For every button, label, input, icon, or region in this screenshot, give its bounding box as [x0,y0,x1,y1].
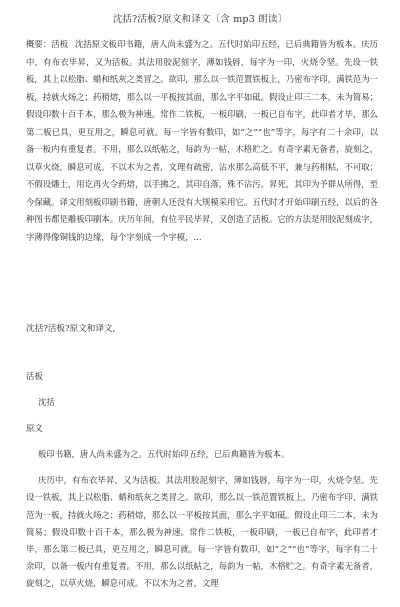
document-title: 沈括?活板?原文和译文〔含 mp3 朗读〕 [112,14,288,25]
summary-text: 沈括原文板印书籍，唐人尚未盛为之。五代时始印五经，已后典籍皆为板本。庆历中，有布衣毕昇，又为活板。其法用胶泥刻字，薄如钱唇，每字为一印，火烧令坚。先设一铁板，其上以松脂、蜡和纸灰之类冒之。欲印，那么以一铁范置铁板上，乃密布字印，满铁范为一板，持就火炀之；药稍熔，那么以一平板按其面，那么字平如砥。假设止印三二本，未为简易；假设印数十百千本，那么极为神速。常作二铁板，一板印刷，一板已自布字，此印者才毕，那么第二板已具，更互用之，瞬息可就。每一字皆有数印，如“之”“也”等字，每字有二十余印，以备一板内有重复者。不用，那么以纸帖之，每韵为一帖，木格贮之。有奇字素无备者，旋刻之，以草火烧，瞬息可成。不以木为之者，文理有疏密，沾水那么高低不平，兼与药相粘，不可取；不假设燔土，用讫再火令药熔，以手拂之，其印自落，殊不沾污。昇死，其印为予群从所得，至今保藏。译文用刻板印刷书籍，唐朝人还没有大规模采用它。五代时才开始印刷五经，以后的各种图书都是雕板印刷本。庆历年间，有位平民毕昇，又创造了活板。它的方法是用胶泥刻成字，字薄得像铜钱的边缘，每个字刻成一个字模，... [26,39,379,242]
article-author: 沈括 [38,397,55,407]
summary-paragraph [26,36,378,246]
summary-lead: 概要：活板 [26,39,69,49]
original-paragraph-2: 庆历中，有布衣毕昇，又为活板。其法用胶泥刻字，薄如钱唇，每字为一印，火烧令坚。先设一铁板，其上以松脂、蜡和纸灰之类冒之。欲印，那么以一铁范置铁板上，乃密布字印，满铁范为一板，持就火炀之；药稍熔，那么以一平板按其面，那么字平如砥。假设止印三二本，未为简易；假设印数十百千本，那么极为神速。常作二铁板，一板印刷，一板已自布字，此印者才毕，那么第二板已具，更互用之，瞬息可就。每一字皆有数印，如“之”“也”等字，每字有二十余印，以备一板内有重复者。不用，那么以纸帖之，每韵为一帖，木格贮之。有奇字素无备者，旋刻之，以草火烧，瞬息可成。不以木为之者，文理 [26,475,378,589]
original-paragraph-1: 板印书籍，唐人尚未盛为之。五代时始印五经，已后典籍皆为板本。 [38,449,290,459]
article-title: 活板 [26,371,43,381]
original-text-label: 原文 [26,423,43,433]
section-heading: 沈括?活板?原文和译文, [26,324,116,334]
article-body [26,368,378,593]
